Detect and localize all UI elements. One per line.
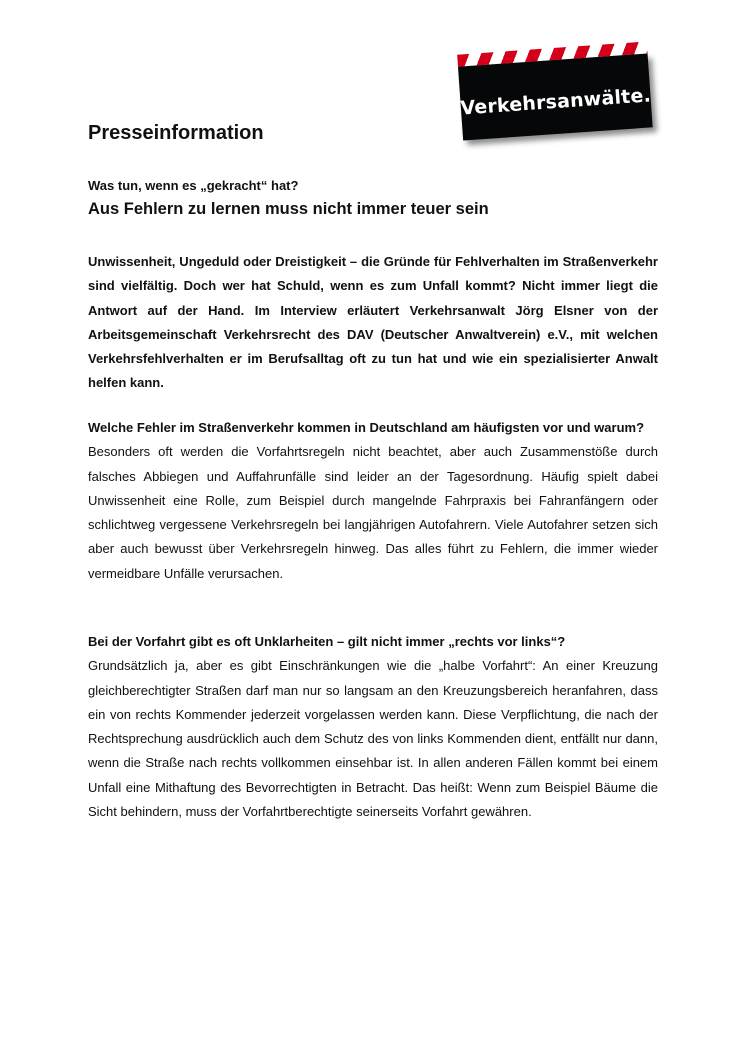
kicker-heading: Was tun, wenn es „gekracht“ hat?	[88, 178, 299, 193]
interview-section-2	[88, 630, 658, 824]
interview-answer: Besonders oft werden die Vorfahrtsregeln nicht beachtet, aber auch Zusammenstöße durch falsches Abbiegen und Auffahrunfälle sind leider an der Tagesordnung. Häufig spielt dabei Unwissenheit eine Rolle, zum Beispiel durch mangelnde Fahrpraxis bei Fahranfängern oder schlichtweg vergessene Verkehrsregeln bei langjährigen Autofahrern. Viele Autofahrer setzen sich aber auch bewusst über Verkehrsregeln hinweg. Das alles führt zu Fehlern, die immer wieder vermeidbare Unfälle verursachen.	[88, 444, 658, 581]
subtitle-heading: Aus Fehlern zu lernen muss nicht immer teuer sein	[88, 200, 489, 218]
page-title: Presseinformation	[88, 122, 264, 144]
interview-question: Bei der Vorfahrt gibt es oft Unklarheiten – gilt nicht immer „rechts vor links“?	[88, 634, 566, 649]
lead-paragraph: Unwissenheit, Ungeduld oder Dreistigkeit – die Gründe für Fehlverhalten im Straßenverkehr sind vielfältig. Doch wer hat Schuld, wenn es zum Unfall kommt? Nicht immer liegt die Antwort auf der Hand. Im Interview erläutert Verkehrsanwalt Jörg Elsner von der Arbeitsgemeinschaft Verkehrsrecht des DAV (Deutscher Anwaltverein) e.V., mit welchen Verkehrsfehlverhalten er im Berufsalltag oft zu tun hat und wie ein spezialisierter Anwalt helfen kann.	[88, 254, 658, 391]
logo-text: Verkehrsanwälte.	[459, 84, 652, 120]
interview-answer: Grundsätzlich ja, aber es gibt Einschränkungen wie die „halbe Vorfahrt“: An einer Kreuzung gleichberechtigter Straßen darf man nur so langsam an den Kreuzungsbereich heranfahren, dass ein von rechts Kommender jederzeit vorgelassen werden kann. Diese Verpflichtung, die nach der Rechtsprechung ausdrücklich auch dem Schutz des von links Kommenden dient, entfällt nur dann, wenn die Straße nach rechts vollkommen einsehbar ist. In allen anderen Fällen kommt bei einem Unfall eine Mithaftung des Bevorrechtigten in Betracht. Das heißt: Wenn zum Beispiel Bäume die Sicht behindern, muss der Vorfahrtberechtigte seinerseits Vorfahrt gewähren.	[88, 658, 658, 820]
verkehrsanwaelte-logo	[457, 41, 653, 142]
clapperboard-icon	[458, 53, 653, 140]
interview-question: Welche Fehler im Straßenverkehr kommen in Deutschland am häufigsten vor und warum?	[88, 420, 645, 435]
interview-section-1	[88, 416, 658, 586]
